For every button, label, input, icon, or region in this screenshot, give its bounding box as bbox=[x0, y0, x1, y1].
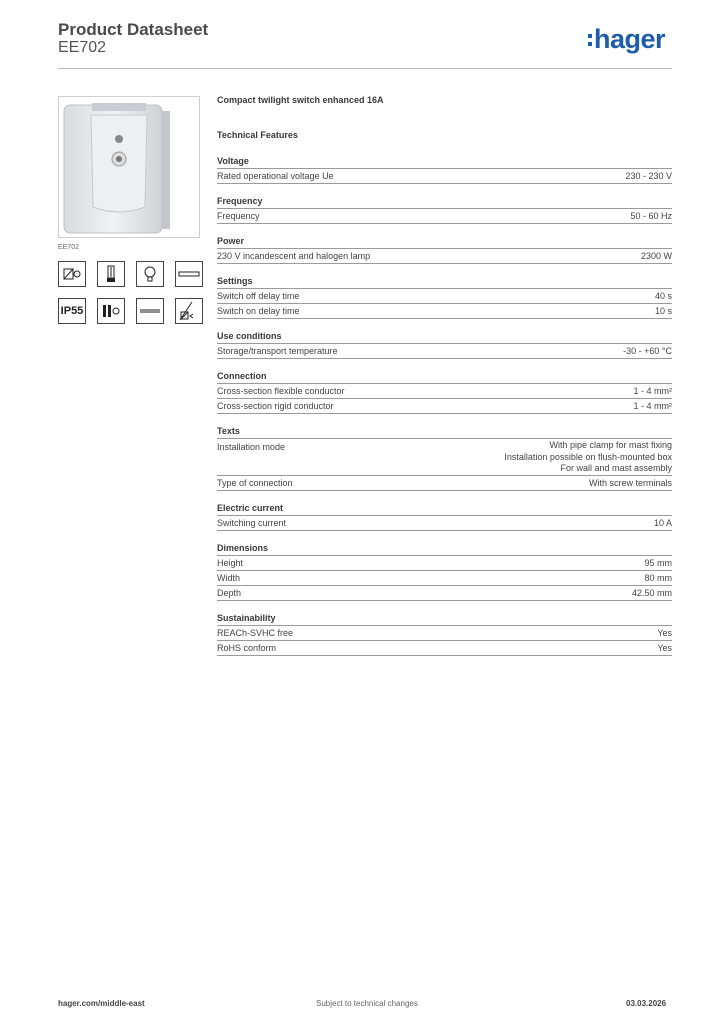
footer-url[interactable]: hager.com/middle-east bbox=[58, 999, 145, 1008]
spec-value: Yes bbox=[657, 627, 672, 638]
spec-row bbox=[217, 439, 672, 476]
spec-label: Installation mode bbox=[217, 442, 286, 452]
ip55-icon bbox=[58, 298, 86, 324]
section-use-conditions bbox=[217, 329, 672, 359]
product-image bbox=[58, 96, 200, 238]
spec-label: 230 V incandescent and halogen lamp bbox=[217, 251, 371, 261]
spec-row bbox=[217, 571, 672, 586]
section-power bbox=[217, 234, 672, 264]
mast-icon bbox=[136, 298, 164, 324]
section-title: Electric current bbox=[217, 501, 672, 516]
spec-label: Storage/transport temperature bbox=[217, 346, 338, 356]
section-electric-current bbox=[217, 501, 672, 531]
spec-row bbox=[217, 516, 672, 531]
section-voltage bbox=[217, 154, 672, 184]
spec-row bbox=[217, 586, 672, 601]
spec-value: 80 mm bbox=[644, 572, 672, 583]
spec-row bbox=[217, 399, 672, 414]
spec-row bbox=[217, 556, 672, 571]
header-divider bbox=[58, 68, 672, 69]
footer-note: Subject to technical changes bbox=[316, 999, 418, 1008]
product-name: Compact twilight switch enhanced 16A bbox=[217, 95, 384, 105]
section-title: Texts bbox=[217, 424, 672, 439]
spec-value bbox=[504, 440, 672, 475]
spec-row bbox=[217, 476, 672, 491]
spec-row bbox=[217, 344, 672, 359]
spec-label: Cross-section rigid conductor bbox=[217, 401, 334, 411]
spec-label: Height bbox=[217, 557, 244, 568]
section-dimensions bbox=[217, 541, 672, 601]
footer-date: 03.03.2026 bbox=[626, 999, 667, 1008]
spec-value: With screw terminals bbox=[588, 477, 672, 488]
spec-label: Switching current bbox=[217, 517, 287, 528]
spec-value: 42.50 mm bbox=[631, 587, 672, 598]
spec-row bbox=[217, 304, 672, 319]
spec-label: Switch on delay time bbox=[217, 306, 300, 316]
section-frequency bbox=[217, 194, 672, 224]
pipe-clamp-icon bbox=[175, 261, 203, 287]
section-settings bbox=[217, 274, 672, 319]
section-title: Voltage bbox=[217, 154, 672, 169]
spec-row bbox=[217, 249, 672, 264]
lamp-tube-icon bbox=[97, 261, 125, 287]
twilight-sensor-icon bbox=[58, 261, 86, 287]
technical-features-title: Technical Features bbox=[217, 130, 298, 140]
spec-row bbox=[217, 209, 672, 224]
spec-value: 95 mm bbox=[644, 557, 672, 568]
page-title: Product Datasheet bbox=[58, 20, 209, 39]
spec-value: 10 A bbox=[653, 517, 672, 528]
section-sustainability bbox=[217, 611, 672, 656]
wall-mount-icon bbox=[175, 298, 203, 324]
technical-content bbox=[217, 94, 672, 656]
spec-label: REACh-SVHC free bbox=[217, 627, 294, 638]
spec-value: 10 s bbox=[654, 306, 672, 316]
spec-label: Type of connection bbox=[217, 477, 293, 488]
spec-value: Yes bbox=[657, 642, 672, 653]
bulb-icon bbox=[136, 261, 164, 287]
section-title: Dimensions bbox=[217, 541, 672, 556]
image-caption: EE702 bbox=[58, 244, 80, 251]
spec-value: 40 s bbox=[654, 291, 672, 301]
section-connection bbox=[217, 369, 672, 414]
section-texts bbox=[217, 424, 672, 491]
spec-row bbox=[217, 169, 672, 184]
spec-value: 230 - 230 V bbox=[625, 171, 672, 181]
spec-label: Cross-section flexible conductor bbox=[217, 386, 345, 396]
spec-value-line: With pipe clamp for mast fixing bbox=[549, 440, 672, 450]
spec-label: Switch off delay time bbox=[217, 291, 300, 301]
spec-value-line: Installation possible on flush-mounted box bbox=[504, 451, 672, 462]
spec-row bbox=[217, 384, 672, 399]
logo-text: hager bbox=[594, 24, 666, 54]
spec-label: Rated operational voltage Ue bbox=[217, 171, 334, 181]
spec-label: RoHS conform bbox=[217, 642, 277, 653]
section-title: Settings bbox=[217, 274, 672, 289]
section-title: Frequency bbox=[217, 194, 672, 209]
terminal-icon bbox=[97, 298, 125, 324]
spec-value: 1 - 4 mm² bbox=[633, 386, 672, 396]
product-code: EE702 bbox=[58, 39, 107, 56]
section-title: Use conditions bbox=[217, 329, 672, 344]
spec-value: -30 - +60 °C bbox=[623, 346, 672, 356]
spec-value: 2300 W bbox=[640, 251, 672, 261]
spec-label: Frequency bbox=[217, 211, 260, 221]
spec-value-line: For wall and mast assembly bbox=[560, 463, 672, 473]
spec-row bbox=[217, 626, 672, 641]
section-title: Power bbox=[217, 234, 672, 249]
spec-value: 50 - 60 Hz bbox=[630, 211, 672, 221]
spec-label: Width bbox=[217, 572, 241, 583]
spec-row bbox=[217, 641, 672, 656]
spec-label: Depth bbox=[217, 587, 242, 598]
spec-row bbox=[217, 289, 672, 304]
ip55-label: IP55 bbox=[60, 305, 84, 317]
section-title: Sustainability bbox=[217, 611, 672, 626]
section-title: Connection bbox=[217, 369, 672, 384]
spec-value: 1 - 4 mm² bbox=[633, 401, 672, 411]
